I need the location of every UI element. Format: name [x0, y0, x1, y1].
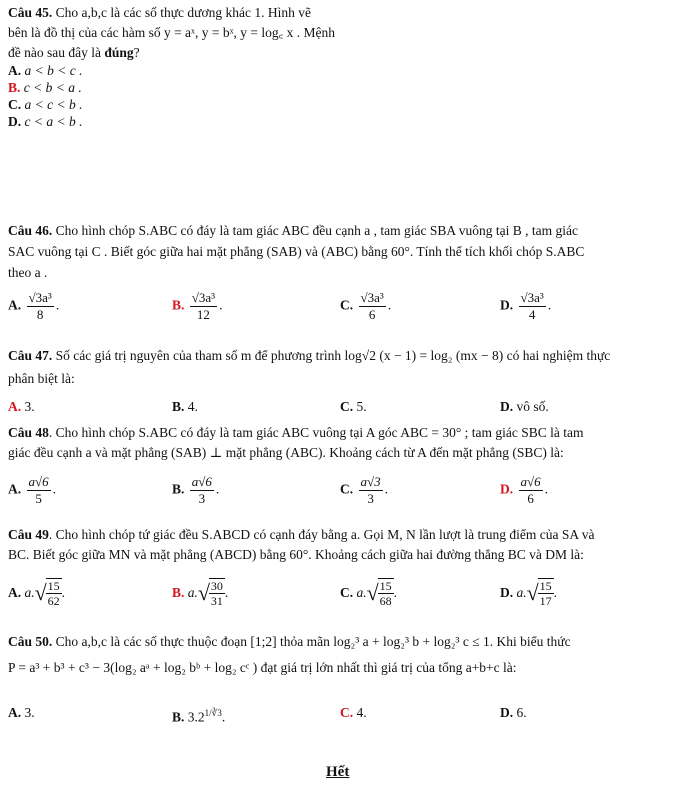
- q46-option-c-den: 6: [368, 307, 376, 322]
- q49-option-c-den: 68: [379, 594, 392, 608]
- q45-option-d-key: D.: [8, 114, 22, 129]
- q47-option-b-key: B.: [172, 399, 185, 414]
- q48-option-c-fraction: [359, 474, 383, 507]
- q50-option-b-key: B.: [172, 709, 185, 725]
- q48-line2: giác đều cạnh a và mặt phẳng (SAB) ⊥ mặt phẳng (ABC). Khoảng cách từ A đến mặt phẳng (SBC) là:: [8, 445, 564, 460]
- q48-option-c-key: C.: [340, 481, 354, 497]
- q49-option-b-root: √ $\frac{30}{31}$: [197, 579, 223, 608]
- q46-option-b-num: √3a³: [191, 290, 216, 305]
- q45-option-c-text: a < c < b .: [24, 97, 83, 112]
- q49-option-a: A. a. √ $\frac{15}{62}$ .: [8, 579, 65, 608]
- q49-option-b: B. a. √ $\frac{30}{31}$ .: [172, 579, 229, 608]
- q49-option-c-root: √ $\frac{15}{68}$: [366, 579, 392, 608]
- q45-option-b: [8, 79, 82, 97]
- q45-line3-pre: đề nào sau đây là: [8, 45, 105, 60]
- q46-line3: theo a .: [8, 265, 48, 280]
- q46-option-b-den: 12: [196, 307, 210, 322]
- q50-line1: [8, 633, 571, 651]
- q46-option-d-key: D.: [500, 297, 514, 313]
- q49-option-c-key: C.: [340, 585, 354, 601]
- q49-text1: . Cho hình chóp tứ giác đều S.ABCD có cạnh đáy bằng a. Gọi M, N lần lượt là trung điểm của SA và: [48, 527, 595, 542]
- q48-option-d-num: a√6: [520, 474, 541, 489]
- q49-option-a-coef: a.: [24, 585, 35, 601]
- q48-option-b-key: B.: [172, 481, 185, 497]
- q48-option-a-fraction: [27, 474, 51, 507]
- q45-option-a: [8, 62, 82, 80]
- q47-option-a: [8, 398, 35, 416]
- q45-option-a-text: a < b < c .: [24, 63, 83, 78]
- q45-line2: bên là đồ thị của các hàm số y = aˣ, y = bˣ, y = log꜀ x . Mệnh: [8, 25, 335, 40]
- q47-label: Câu 47.: [8, 348, 53, 363]
- q46-option-d-fraction: [519, 290, 546, 323]
- q49-label: Câu 49: [8, 527, 49, 542]
- q45-line3-bold: đúng: [104, 45, 134, 60]
- q47-text1: Số các giá trị nguyên của tham số m để phương trình log√2 (x − 1) = log₂ (mx − 8) có hai nghiệm thực: [55, 348, 611, 363]
- q50-option-d: [500, 704, 527, 722]
- q50-option-d-key: D.: [500, 705, 514, 720]
- q48-option-b-fraction: [190, 474, 214, 507]
- q48-option-a-num: a√6: [28, 474, 49, 489]
- q47-option-c: [340, 398, 367, 416]
- q50-option-c-text: 4.: [356, 705, 367, 720]
- q46-option-a-fraction: [27, 290, 54, 323]
- q47-option-b: [172, 398, 198, 416]
- q48-option-d-key: D.: [500, 481, 514, 497]
- q49-option-d-key: D.: [500, 585, 514, 601]
- q45-line3: [8, 44, 140, 62]
- q45-text1: Cho a,b,c là các số thực dương khác 1. Hình vẽ: [55, 5, 311, 20]
- q47-option-b-text: 4.: [187, 399, 198, 414]
- q46-option-d-num: √3a³: [520, 290, 544, 305]
- q48-option-d: D. $\frac{a√6}{6}$ .: [500, 474, 549, 506]
- q47-option-c-key: C.: [340, 399, 354, 414]
- q47-option-d-text: vô số.: [516, 399, 549, 414]
- q46-option-d-den: 4: [528, 307, 536, 322]
- q49-option-a-key: A.: [8, 585, 22, 601]
- q48-option-a-key: A.: [8, 481, 22, 497]
- q50-option-a-text: 3.: [24, 705, 35, 720]
- end-marker: Hết: [326, 764, 350, 780]
- q47-option-d-key: D.: [500, 399, 514, 414]
- q45-line1: [8, 4, 311, 22]
- q49-option-b-coef: a.: [187, 585, 198, 601]
- q46-option-c: C. $\frac{\text{√3a³}}{6}$ .: [340, 290, 392, 322]
- q46-option-b-key: B.: [172, 297, 185, 313]
- q49-option-a-den: 62: [47, 594, 60, 608]
- q46-option-a-den: 8: [36, 307, 44, 322]
- q49-option-d-den: 17: [539, 594, 552, 608]
- q48-option-b: B. $\frac{a√6}{3}$ .: [172, 474, 220, 506]
- q50-text1: Cho a,b,c là các số thực thuộc đoạn [1;2] thỏa mãn log₂³ a + log₂³ b + log₂³ c ≤ 1. Khi biểu thức: [55, 634, 571, 649]
- q48-option-c-num: a√3: [360, 474, 381, 489]
- q46-option-c-num: √3a³: [360, 290, 384, 305]
- q50-option-a-key: A.: [8, 705, 22, 720]
- q48-option-c-den: 3: [367, 491, 374, 506]
- q46-option-d: D. $\frac{\text{√3a³}}{4}$ .: [500, 290, 552, 322]
- q45-option-d: [8, 113, 82, 131]
- q49-option-c-num: 15: [379, 579, 392, 593]
- q49-option-c: C. a. √ $\frac{15}{68}$ .: [340, 579, 397, 608]
- q50-option-a: [8, 704, 35, 722]
- q49-option-d: D. a. √ $\frac{15}{17}$ .: [500, 579, 557, 608]
- q45-option-c: [8, 96, 82, 114]
- q50-line2: P = a³ + b³ + c³ − 3(log₂ aᵃ + log₂ bᵇ + log₂ cᶜ ) đạt giá trị lớn nhất thì giá trị của tổng a+b+c là:: [8, 660, 517, 675]
- q49-option-a-root: √ $\frac{15}{62}$: [34, 579, 60, 608]
- q49-option-b-den: 31: [210, 594, 223, 608]
- q48-option-a-den: 5: [35, 491, 42, 506]
- q47-option-a-text: 3.: [24, 399, 35, 414]
- q49-option-c-coef: a.: [356, 585, 367, 601]
- q49-line2: BC. Biết góc giữa MN và mặt phẳng (ABCD) bằng 60°. Khoảng cách giữa hai đường thẳng BC và DM là:: [8, 547, 584, 562]
- q50-option-c-key: C.: [340, 705, 354, 720]
- q48-option-b-den: 3: [198, 491, 206, 506]
- q50-label: Câu 50.: [8, 634, 53, 649]
- q46-line1: [8, 222, 578, 240]
- q50-option-b-text: 3.2: [187, 709, 205, 725]
- q49-option-b-num: 30: [210, 579, 223, 593]
- q47-option-c-text: 5.: [356, 399, 367, 414]
- q46-option-c-fraction: [359, 290, 386, 323]
- q47-option-d: [500, 398, 549, 416]
- q46-option-b-fraction: [190, 290, 217, 323]
- q45-option-a-key: A.: [8, 63, 22, 78]
- q49-option-a-num: 15: [47, 579, 60, 593]
- q50-option-b-exponent: 1/∛3: [204, 708, 222, 718]
- q45-option-c-key: C.: [8, 97, 22, 112]
- q47-line1: [8, 347, 610, 365]
- q46-option-c-key: C.: [340, 297, 354, 313]
- q48-label: Câu 48: [8, 425, 49, 440]
- q45-label: Câu 45.: [8, 5, 53, 20]
- q46-option-a: A. $\frac{\text{√3a³}}{8}$ .: [8, 290, 60, 322]
- q48-line1: [8, 424, 584, 442]
- q46-label: Câu 46.: [8, 223, 53, 238]
- q50-option-d-text: 6.: [516, 705, 527, 720]
- q45-option-d-text: c < a < b .: [24, 114, 83, 129]
- q50-option-b-tail: .: [221, 709, 226, 725]
- q48-option-d-fraction: [519, 474, 543, 507]
- q49-line1: [8, 526, 594, 544]
- q45-line3-post: ?: [133, 45, 140, 60]
- q48-option-d-den: 6: [527, 491, 534, 506]
- q50-option-c: [340, 704, 367, 722]
- q49-option-d-root: √ $\frac{15}{17}$: [526, 579, 552, 608]
- q47-line2: phân biệt là:: [8, 371, 75, 386]
- q48-text1: . Cho hình chóp S.ABC có đáy là tam giác ABC vuông tại A góc ABC = 30° ; tam giác SBC là tam: [48, 425, 584, 440]
- q48-option-c: C. $\frac{a√3}{3}$ .: [340, 474, 389, 506]
- q46-option-b: B. $\frac{\text{√3a³}}{12}$ .: [172, 290, 223, 322]
- q48-option-a: A. $\frac{a√6}{5}$ .: [8, 474, 57, 506]
- q50-option-b: [172, 704, 225, 727]
- q46-option-a-num: √3a³: [28, 290, 52, 305]
- q49-option-b-key: B.: [172, 585, 185, 601]
- q49-option-d-coef: a.: [516, 585, 527, 601]
- q46-option-a-key: A.: [8, 297, 22, 313]
- q45-option-b-text: c < b < a .: [23, 80, 82, 95]
- q49-option-d-num: 15: [539, 579, 552, 593]
- q46-line2: SAC vuông tại C . Biết góc giữa hai mặt phẳng (SAB) và (ABC) bằng 60°. Tính thể tích khối chóp S.ABC: [8, 244, 585, 259]
- q45-option-b-key: B.: [8, 80, 21, 95]
- q47-option-a-key: A.: [8, 399, 22, 414]
- q48-option-b-num: a√6: [191, 474, 212, 489]
- q46-text1: Cho hình chóp S.ABC có đáy là tam giác ABC đều cạnh a , tam giác SBA vuông tại B , tam giác: [55, 223, 578, 238]
